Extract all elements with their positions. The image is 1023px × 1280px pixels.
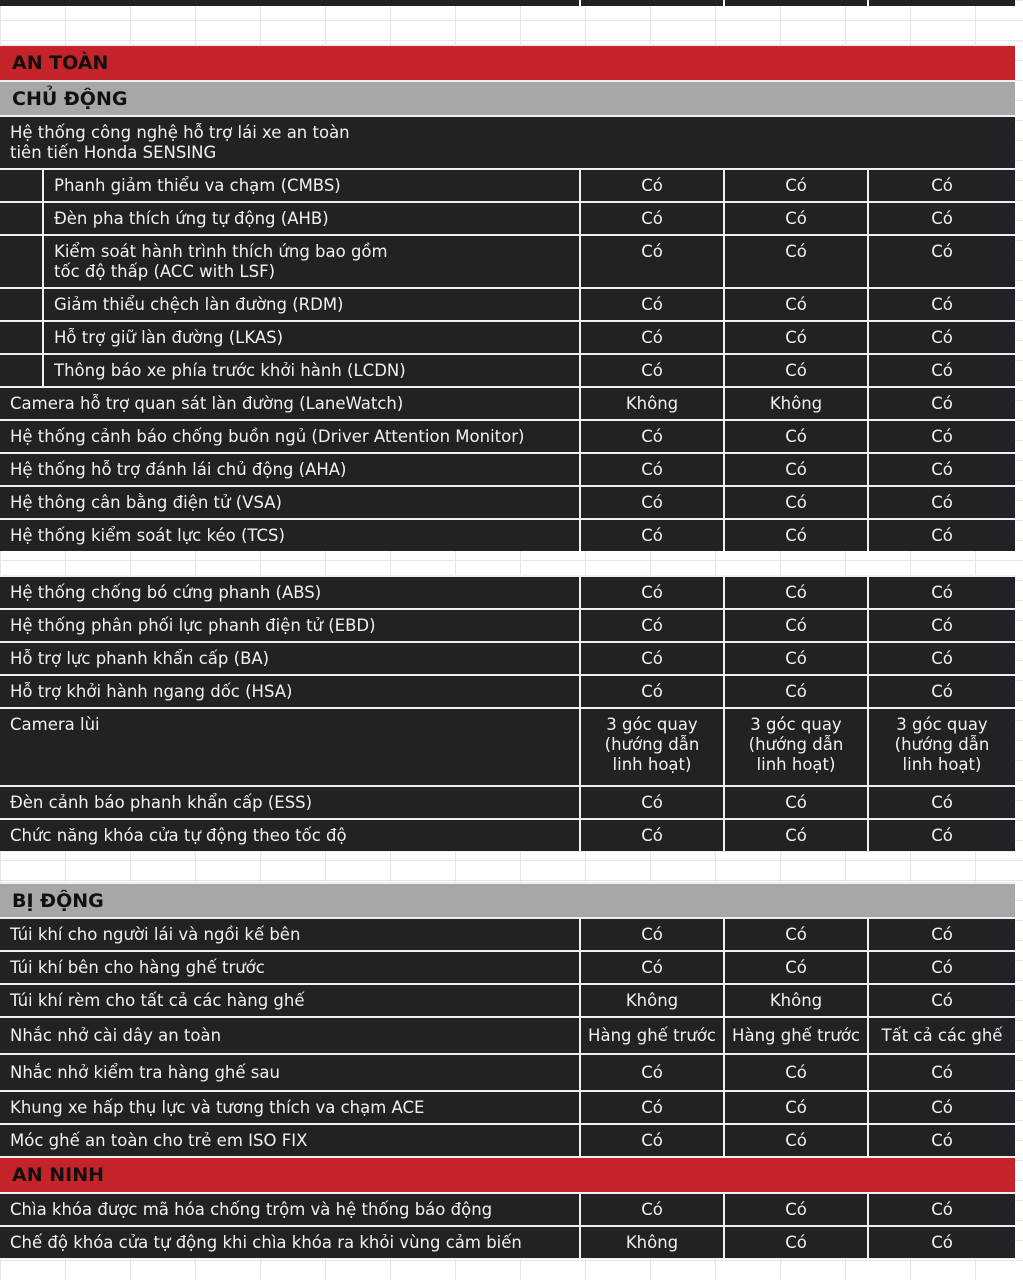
feature-value-col2: Có [725,787,867,818]
feature-value-col3: Có [869,487,1015,518]
feature-value-col2: Có [725,289,867,320]
feature-value-col2: Hàng ghế trước [725,1018,867,1053]
feature-label: Túi khí rèm cho tất cả các hàng ghế [0,985,579,1016]
section-header-an-ninh: AN NINH [0,1158,1015,1192]
feature-value-col3: Có [869,676,1015,707]
feature-label: Hệ thống chống bó cứng phanh (ABS) [0,577,579,608]
brake-row [0,820,1015,851]
sensing-row [0,236,1015,287]
feature-label: Đèn cảnh báo phanh khẩn cấp (ESS) [0,787,579,818]
feature-value-col2: Có [725,454,867,485]
feature-label: Hệ thống hỗ trợ đánh lái chủ động (AHA) [0,454,579,485]
feature-label: Phanh giảm thiểu va chạm (CMBS) [44,170,579,201]
feature-value-col3: Có [869,322,1015,353]
feature-value-col1: Có [581,643,723,674]
feature-label: Hỗ trợ lực phanh khẩn cấp (BA) [0,643,579,674]
feature-value-col2: Có [725,676,867,707]
passive-row [0,952,1015,983]
feature-value-col3: Có [869,355,1015,386]
passive-row [0,919,1015,950]
feature-value-col1: Có [581,487,723,518]
previous-row-cell [0,0,579,6]
passive-row [0,1125,1015,1156]
feature-value-col1: Có [581,322,723,353]
feature-value-col2: Không [725,388,867,419]
feature-value-col2: Có [725,355,867,386]
feature-value-col2: Có [725,1092,867,1123]
active-row [0,487,1015,518]
feature-value-col1: Không [581,985,723,1016]
feature-value-col2: Có [725,421,867,452]
brake-row [0,610,1015,641]
feature-label: Hệ thông cân bằng điện tử (VSA) [0,487,579,518]
feature-value-col3: Có [869,1227,1015,1258]
feature-value-col1: 3 góc quay (hướng dẫn linh hoạt) [581,709,723,785]
brake-row [0,577,1015,608]
feature-value-col3: Có [869,919,1015,950]
sensing-row [0,289,1015,320]
feature-value-col2: Có [725,643,867,674]
active-row [0,421,1015,452]
passive-row [0,985,1015,1016]
feature-label: Camera hỗ trợ quan sát làn đường (LaneWatch) [0,388,579,419]
security-row [0,1227,1015,1258]
feature-value-col1: Có [581,203,723,234]
feature-label: Giảm thiểu chệch làn đường (RDM) [44,289,579,320]
row-indent [0,355,42,386]
feature-value-col2: Có [725,520,867,551]
feature-value-col3: Có [869,170,1015,201]
feature-label: Hệ thống cảnh báo chống buồn ngủ (Driver Attention Monitor) [0,421,579,452]
brake-row [0,643,1015,674]
feature-value-col3: Có [869,577,1015,608]
passive-row [0,1055,1015,1090]
feature-label: Đèn pha thích ứng tự động (AHB) [44,203,579,234]
passive-row [0,1092,1015,1123]
row-indent [0,236,42,287]
feature-value-col3: Có [869,454,1015,485]
feature-label: Nhắc nhở kiểm tra hàng ghế sau [0,1055,579,1090]
feature-label: Chế độ khóa cửa tự động khi chìa khóa ra khỏi vùng cảm biến [0,1227,579,1258]
feature-value-col2: Có [725,820,867,851]
feature-value-col1: Có [581,421,723,452]
active-row [0,454,1015,485]
passive-row [0,1018,1015,1053]
feature-value-col3: Có [869,520,1015,551]
feature-value-col1: Có [581,577,723,608]
feature-label: Chức năng khóa cửa tự động theo tốc độ [0,820,579,851]
feature-value-col1: Có [581,610,723,641]
row-indent [0,289,42,320]
feature-label: Chìa khóa được mã hóa chống trộm và hệ thống báo động [0,1194,579,1225]
feature-value-col1: Hàng ghế trước [581,1018,723,1053]
feature-label: Móc ghế an toàn cho trẻ em ISO FIX [0,1125,579,1156]
row-indent [0,203,42,234]
feature-value-col2: Có [725,1227,867,1258]
feature-value-col3: Có [869,952,1015,983]
feature-value-col1: Có [581,1194,723,1225]
feature-value-col2: 3 góc quay (hướng dẫn linh hoạt) [725,709,867,785]
feature-value-col1: Có [581,236,723,287]
feature-value-col1: Có [581,820,723,851]
section-header-chu-dong: CHỦ ĐỘNG [0,82,1015,115]
section-header-bi-dong: BỊ ĐỘNG [0,884,1015,917]
feature-label: Thông báo xe phía trước khởi hành (LCDN) [44,355,579,386]
feature-value-col3: Có [869,1125,1015,1156]
feature-value-col3: Có [869,289,1015,320]
feature-value-col3: Có [869,820,1015,851]
feature-value-col3: Tất cả các ghế [869,1018,1015,1053]
feature-label: Hỗ trợ khởi hành ngang dốc (HSA) [0,676,579,707]
feature-value-col2: Có [725,203,867,234]
feature-value-col2: Có [725,610,867,641]
active-row [0,388,1015,419]
feature-value-col2: Có [725,487,867,518]
feature-label: Khung xe hấp thụ lực và tương thích va chạm ACE [0,1092,579,1123]
feature-value-col1: Không [581,1227,723,1258]
feature-value-col1: Có [581,1055,723,1090]
feature-value-col2: Có [725,1055,867,1090]
feature-label: Hệ thống kiểm soát lực kéo (TCS) [0,520,579,551]
feature-value-col1: Có [581,787,723,818]
feature-label: Túi khí bên cho hàng ghế trước [0,952,579,983]
brake-row [0,709,1015,785]
row-indent [0,170,42,201]
feature-value-col1: Có [581,676,723,707]
feature-value-col3: Có [869,421,1015,452]
feature-value-col2: Có [725,919,867,950]
feature-value-col1: Có [581,919,723,950]
feature-value-col3: Có [869,985,1015,1016]
feature-label: Kiểm soát hành trình thích ứng bao gồm tốc độ thấp (ACC with LSF) [44,236,579,287]
sensing-row [0,170,1015,201]
feature-value-col1: Có [581,1092,723,1123]
feature-value-col3: Có [869,388,1015,419]
brake-row [0,787,1015,818]
section-header-an-toan: AN TOÀN [0,46,1015,80]
sensing-title: Hệ thống công nghệ hỗ trợ lái xe an toàn tiên tiến Honda SENSING [0,117,1015,168]
sensing-row [0,203,1015,234]
feature-value-col2: Không [725,985,867,1016]
feature-value-col3: Có [869,1194,1015,1225]
feature-value-col1: Có [581,355,723,386]
feature-value-col2: Có [725,952,867,983]
feature-label: Hỗ trợ giữ làn đường (LKAS) [44,322,579,353]
feature-value-col2: Có [725,236,867,287]
feature-value-col1: Có [581,520,723,551]
feature-value-col1: Có [581,289,723,320]
feature-value-col3: Có [869,643,1015,674]
feature-value-col3: Có [869,1055,1015,1090]
row-indent [0,322,42,353]
feature-value-col1: Có [581,170,723,201]
security-row [0,1194,1015,1225]
feature-label: Hệ thống phân phối lực phanh điện tử (EBD) [0,610,579,641]
feature-value-col1: Có [581,952,723,983]
sensing-row [0,322,1015,353]
feature-value-col2: Có [725,1125,867,1156]
feature-value-col3: 3 góc quay (hướng dẫn linh hoạt) [869,709,1015,785]
feature-value-col2: Có [725,577,867,608]
feature-value-col1: Không [581,388,723,419]
feature-value-col3: Có [869,1092,1015,1123]
feature-value-col3: Có [869,236,1015,287]
feature-value-col3: Có [869,610,1015,641]
feature-label: Túi khí cho người lái và ngồi kế bên [0,919,579,950]
feature-value-col2: Có [725,322,867,353]
feature-label: Camera lùi [0,709,579,785]
feature-label: Nhắc nhở cài dây an toàn [0,1018,579,1053]
feature-value-col2: Có [725,170,867,201]
feature-value-col3: Có [869,787,1015,818]
previous-row-cell [725,0,867,6]
previous-row-cell [581,0,723,6]
feature-value-col2: Có [725,1194,867,1225]
brake-row [0,676,1015,707]
feature-value-col1: Có [581,454,723,485]
previous-row-cell [869,0,1015,6]
feature-value-col3: Có [869,203,1015,234]
active-row [0,520,1015,551]
feature-value-col1: Có [581,1125,723,1156]
sensing-row [0,355,1015,386]
